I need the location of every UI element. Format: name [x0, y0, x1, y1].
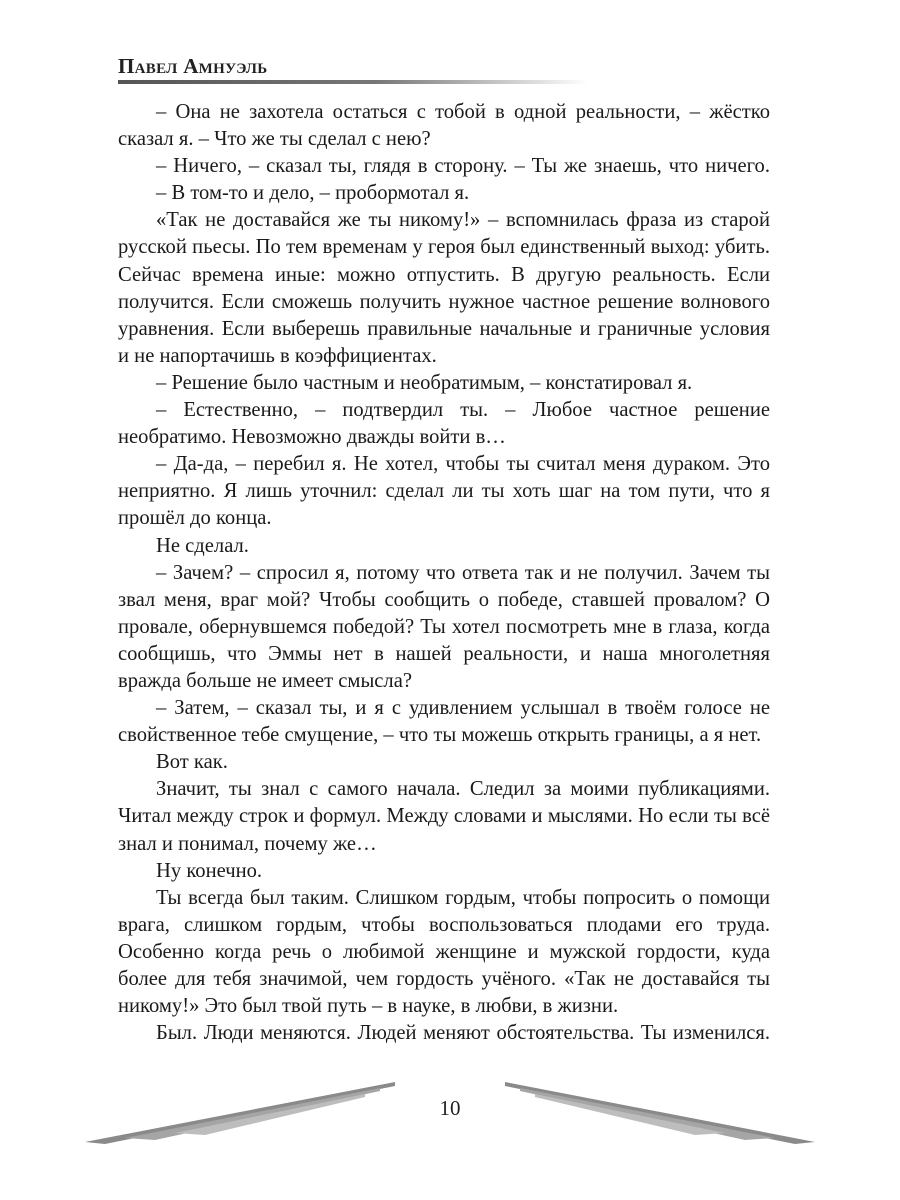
paragraph: – Естественно, – подтвердил ты. – Любое частное решение необратимо. Невозможно дважды войти в… [118, 399, 770, 449]
running-header [118, 50, 598, 86]
paragraph: – Зачем? – спросил я, потому что ответа так и не получил. Зачем ты звал меня, враг мой? Чтобы сообщить о победе, ставшей провалом? О провале, обернувшемся победой? Ты хотел посмотреть мне в глаза, когда сообщишь, что Эммы нет в нашей реальности, и наша многолетняя вражда больше не имеет смысла? [118, 561, 770, 692]
paragraph: Вот как. [156, 751, 228, 774]
paragraph: Ну конечно. [156, 859, 263, 882]
paragraph: Был. Люди меняются. Людей меняют обстоятельства. Ты изменился. [156, 1022, 770, 1045]
paragraph: Значит, ты знал с самого начала. Следил за моими публикациями. Читал между строк и формул. Между словами и мыслями. Но если ты всё знал и понимал, почему же… [118, 778, 770, 855]
page-number: 10 [439, 1096, 461, 1120]
paragraph: Не сделал. [156, 534, 249, 557]
page-footer [85, 1078, 815, 1148]
paragraph: «Так не доставайся же ты никому!» – вспомнилась фраза из старой русской пьесы. По тем временам у героя был единственный выход: убить. Сейчас времена иные: можно отпустить. В другую реальность. Если получится. Если сможешь получить нужное частное решение волнового уравнения. Если выберешь правильные начальные и граничные условия и не напортачишь в коэффициентах. [118, 209, 770, 367]
paragraph: Ты всегда был таким. Слишком гордым, чтобы попросить о помощи врага, слишком гордым, чтобы воспользоваться плодами его труда. Особенно когда речь о любимой женщине и мужской гордости, куда более для тебя значимой, чем гордость учёного. «Так не доставайся ты никому!» Это был твой путь – в науке, в любви, в жизни. [118, 886, 770, 1018]
paragraph: – Да-да, – перебил я. Не хотел, чтобы ты считал меня дураком. Это неприятно. Я лишь уточнил: сделал ли ты хоть шаг на том пути, что я прошёл до конца. [118, 453, 770, 530]
paragraph: – Она не захотела остаться с тобой в одной реальности, – жёстко сказал я. – Что же ты сделал с нею? [118, 101, 770, 151]
paragraph: – Затем, – сказал ты, и я с удивлением услышал в твоём голосе не свойственное тебе смущение, – что ты можешь открыть границы, а я нет. [118, 697, 770, 747]
paragraph: – Ничего, – сказал ты, глядя в сторону. – Ты же знаешь, что ничего. [156, 155, 770, 178]
paragraph: – Решение было частным и необратимым, – констатировал я. [156, 371, 693, 394]
header-rule [118, 80, 588, 84]
body-text [118, 99, 770, 1047]
paragraph: – В том-то и дело, – пробормотал я. [156, 182, 470, 205]
author-name: Павел Амнуэль [118, 54, 268, 78]
